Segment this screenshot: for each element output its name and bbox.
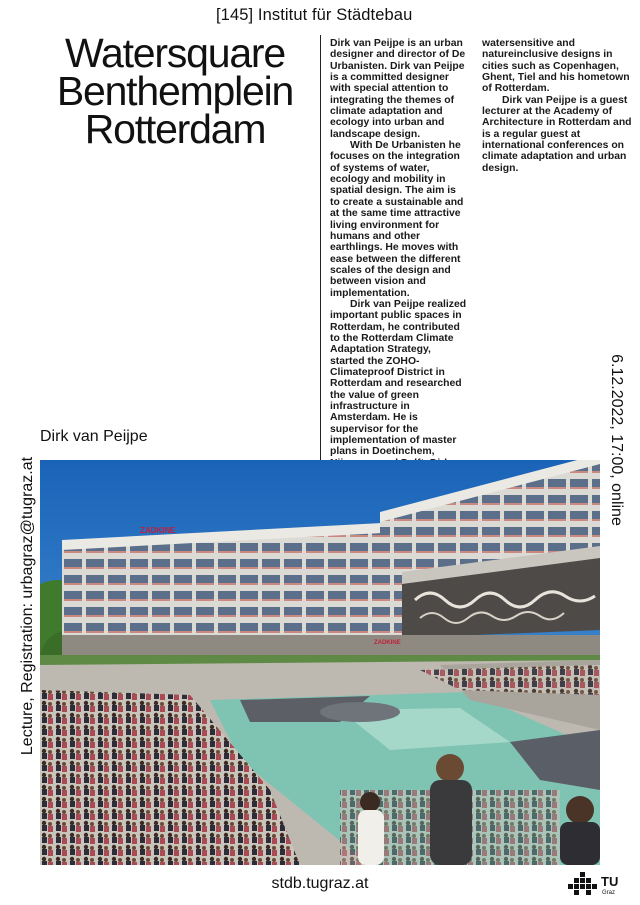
speaker-name: Dirk van Peijpe — [40, 428, 148, 445]
bio-column-1 — [330, 38, 468, 492]
event-header: [145] Institut für Städtebau — [216, 6, 413, 24]
event-date: 6.12.2022, 17:00, online — [608, 354, 625, 526]
title-line-2: Benthemplein — [56, 68, 294, 114]
zadkine-sign-bottom: ZADKINE — [374, 640, 401, 646]
lecture-title — [40, 30, 310, 152]
title-line-1: Watersquare — [65, 30, 285, 76]
bio-paragraph-3: Dirk van Peijpe realized important public spaces in Rotterdam, he contributed to the Rotterdam Climate Adaptation Strategy, started the ZOHO-Climateproof District in Rotterdam and researched the value of green infrastructure in Amsterdam. He is supervisor for the implementation of master plans in Doetinchem, — [330, 298, 467, 458]
svg-text:Graz: Graz — [602, 890, 616, 896]
bio-paragraph-4: Dirk van Peijpe is a guest lecturer at the Academy of Architecture in Rotterdam and is a regular guest at international conferences on climate adaptation and urban design. — [482, 94, 632, 174]
registration-info: Lecture, Registration: urbagraz@tugraz.at — [19, 456, 36, 756]
title-line-3: Rotterdam — [84, 106, 266, 152]
zadkine-sign-top: ZADKINE — [140, 526, 176, 535]
svg-text:TU: TU — [601, 874, 619, 889]
tu-graz-logo — [568, 872, 628, 896]
bio-paragraph-1: Dirk van Peijpe is an urban designer and director of De Urbanisten. Dirk van Peijpe is a committed designer with special attention to integrating the themes of climate adaptation and ecology into urban and landscape design. — [330, 38, 466, 140]
bio-paragraph-2: With De Urbanisten he focuses on the integration of systems of water, ecology and mobility in spatial design. The aim is to create a sustainable and at the same time attractive living environment for humans and other earthlings. He moves with ease between the different scales of the design and between vision and implementation. — [330, 140, 464, 299]
bio-paragraph-3-cont: watersensitive and natureinclusive designs in cities such as Copenhagen, Ghent, Tiel and his hometown of Rotterdam. — [482, 38, 630, 95]
watersquare-photo — [40, 460, 600, 865]
bio-column-2 — [482, 38, 632, 174]
column-divider — [320, 35, 321, 460]
website-link[interactable]: stdb.tugraz.at — [271, 875, 369, 892]
